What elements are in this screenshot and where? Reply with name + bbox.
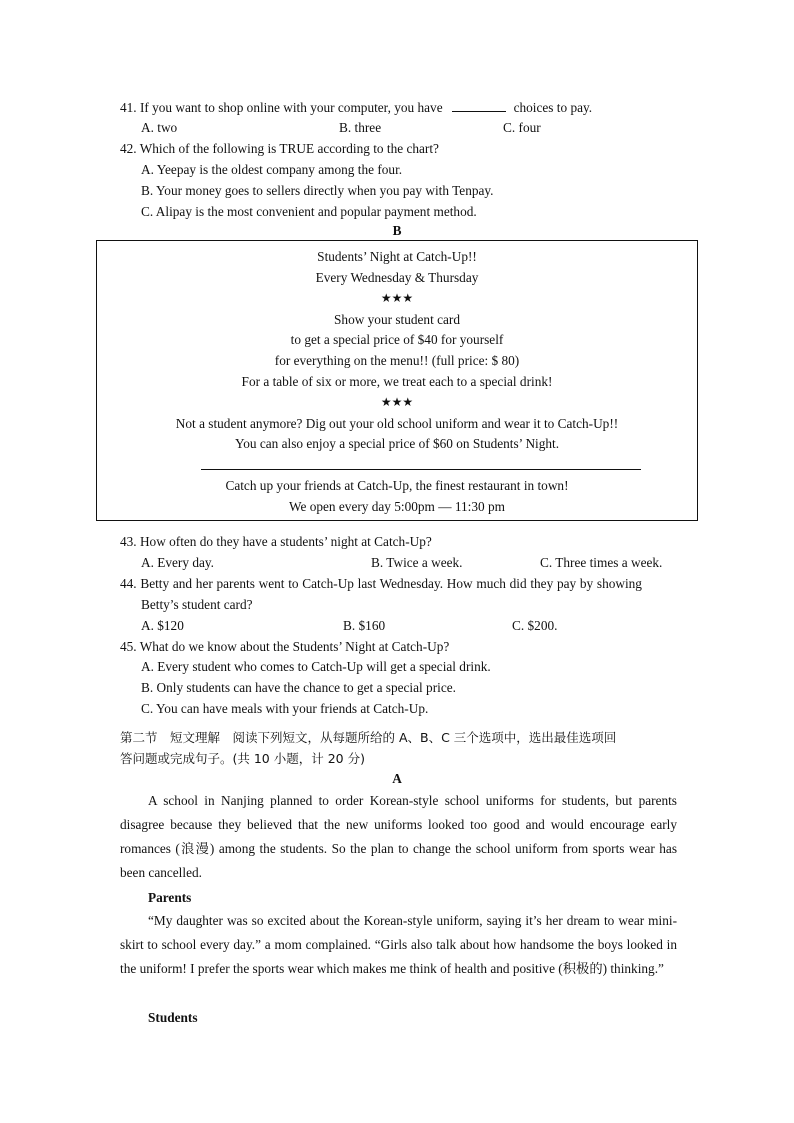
ad-special-price: to get a special price of $40 for yourself	[290, 332, 504, 347]
q41-option-b: B. three	[339, 120, 382, 135]
q43-option-c: C. Three times a week.	[540, 555, 663, 570]
ad-old-uniform: Not a student anymore? Dig out your old school uniform and wear it to Catch-Up!!	[175, 416, 619, 431]
q41-stem	[120, 100, 592, 114]
passage-a-paragraph-1: A school in Nanjing planned to order Korean-style school uniforms for students, but parents disagree because they believed that the new uniforms looked too good and would encourage early romances (浪漫) among the students. So the plan to change the school uniform from sports wear has been cancelled.	[120, 793, 677, 880]
section2-heading-line1: 第二节 短文理解 阅读下列短文，从每题所给的 A、B、C 三个选项中，选出最佳选项回	[120, 730, 617, 745]
ad-full-price: for everything on the menu!! (full price: $ 80)	[274, 353, 520, 368]
q44-option-a: A. $120	[141, 618, 184, 633]
q42-option-a: A. Yeepay is the oldest company among the four.	[141, 162, 403, 177]
q42-option-c: C. Alipay is the most convenient and popular payment method.	[141, 204, 477, 219]
q45-option-c: C. You can have meals with your friends at Catch-Up.	[141, 701, 429, 716]
q42-option-b: B. Your money goes to sellers directly when you pay with Tenpay.	[141, 183, 494, 198]
passage-a-label: A	[392, 771, 402, 786]
q45-option-a: A. Every student who comes to Catch-Up will get a special drink.	[141, 659, 491, 674]
q43-stem: 43. How often do they have a students’ night at Catch-Up?	[120, 534, 432, 549]
passage-a-heading-students: Students	[148, 1010, 198, 1025]
ad-catch-up-friends: Catch up your friends at Catch-Up, the finest restaurant in town!	[225, 478, 569, 493]
q41-option-a: A. two	[141, 120, 178, 135]
star-divider-icon: ★★★	[380, 291, 414, 305]
q43-option-b: B. Twice a week.	[371, 555, 463, 570]
star-divider-icon-2: ★★★	[380, 395, 414, 409]
q41-answer-blank	[452, 100, 506, 112]
q41-stem-before: 41. If you want to shop online with your computer, you have	[120, 100, 443, 115]
q41-option-c: C. four	[503, 120, 541, 135]
ad-sixty-price: You can also enjoy a special price of $60 on Students’ Night.	[234, 436, 560, 451]
ad-student-card: Show your student card	[334, 312, 460, 327]
ad-special-drink: For a table of six or more, we treat each to a special drink!	[241, 374, 553, 389]
q45-option-b: B. Only students can have the chance to get a special price.	[141, 680, 456, 695]
q41-stem-after: choices to pay.	[513, 100, 593, 115]
section-b-label: B	[392, 223, 402, 238]
q44-stem-line2: Betty’s student card?	[141, 597, 253, 612]
q42-stem: 42. Which of the following is TRUE according to the chart?	[120, 141, 439, 156]
passage-a-heading-parents: Parents	[148, 890, 192, 905]
q44-option-c: C. $200.	[512, 618, 558, 633]
ad-title: Students’ Night at Catch-Up!!	[317, 249, 477, 264]
section2-heading-line2: 答问题或完成句子。(共 10 小题，计 20 分)	[120, 751, 365, 766]
q45-stem: 45. What do we know about the Students’ Night at Catch-Up?	[120, 639, 450, 654]
q44-option-b: B. $160	[343, 618, 386, 633]
ad-divider	[201, 469, 641, 470]
ad-opening-hours: We open every day 5:00pm — 11:30 pm	[289, 499, 505, 514]
q43-option-a: A. Every day.	[141, 555, 214, 570]
passage-a-paragraph-2: “My daughter was so excited about the Korean-style uniform, saying it’s her dream to wear mini-skirt to school every day.” a mom complained. “Girls also talk about how handsome the boys looked in the uniform! I prefer the sports wear which makes me think of health and positive (积极的) thinking.”	[120, 913, 677, 976]
catch-up-advertisement	[96, 240, 698, 521]
ad-days: Every Wednesday & Thursday	[315, 270, 479, 285]
q44-stem-line1: 44. Betty and her parents went to Catch-Up last Wednesday. How much did they pay by showing	[120, 576, 642, 591]
